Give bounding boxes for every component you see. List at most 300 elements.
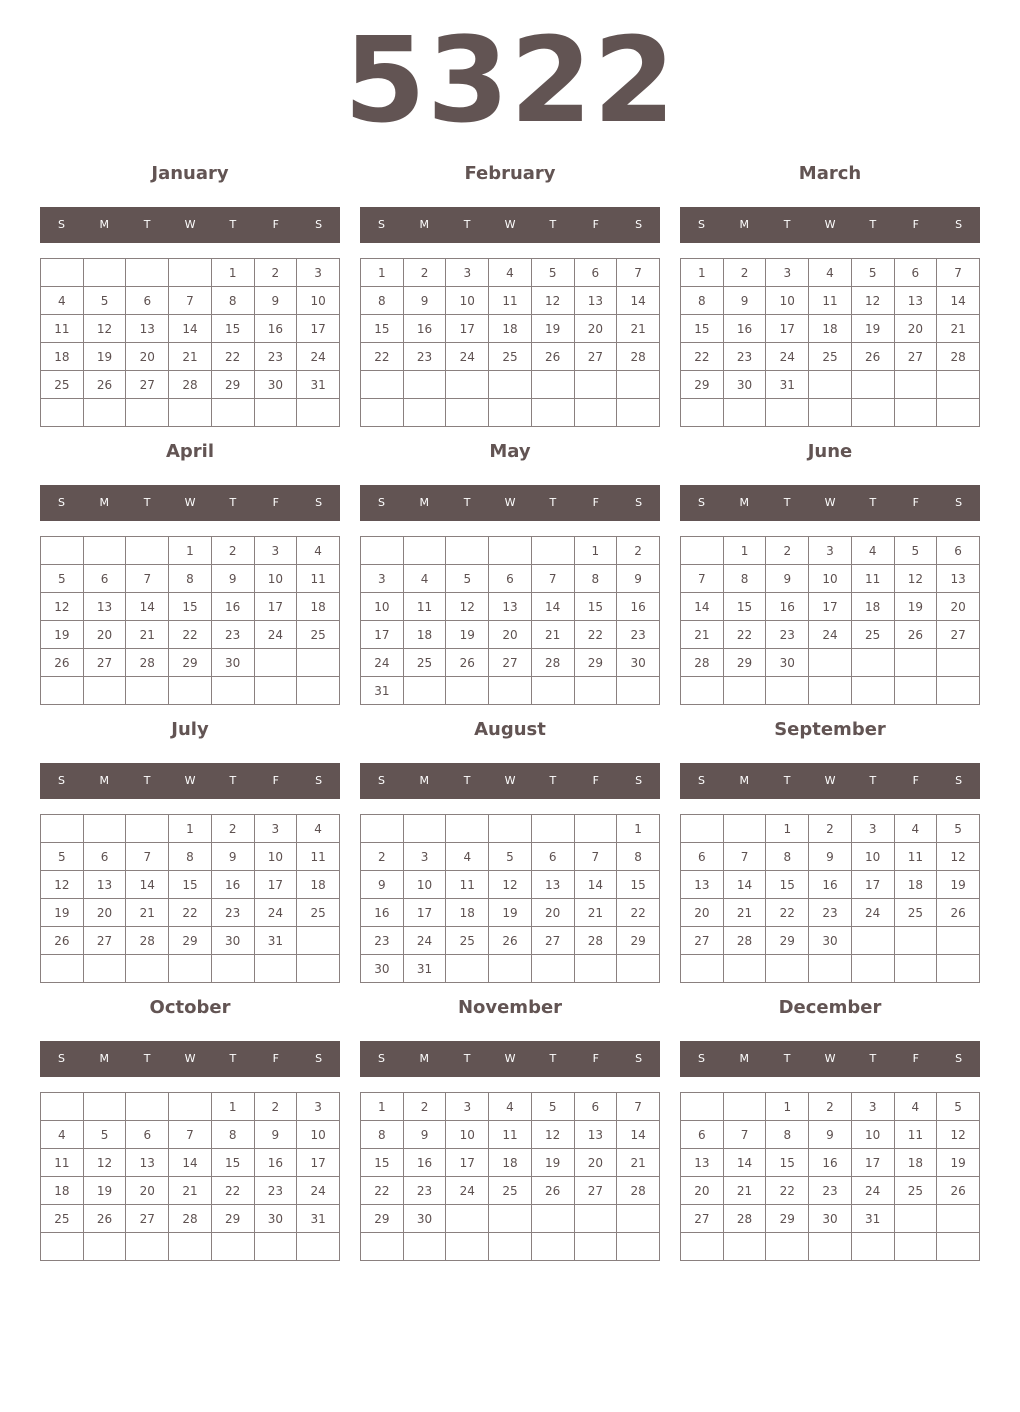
- day-cell: 25: [851, 621, 894, 649]
- day-cell: 11: [297, 565, 340, 593]
- day-cell: 28: [617, 1177, 660, 1205]
- month-name: October: [149, 997, 231, 1018]
- day-cell: 12: [83, 315, 126, 343]
- day-cell: 3: [446, 259, 489, 287]
- day-cell: 29: [681, 371, 724, 399]
- month-name: September: [774, 719, 886, 740]
- week-row: [41, 1093, 340, 1121]
- empty-cell: [126, 815, 169, 843]
- empty-cell: [531, 1205, 574, 1233]
- day-cell: 2: [403, 259, 446, 287]
- day-cell: 5: [83, 287, 126, 315]
- day-cell: 16: [809, 1149, 852, 1177]
- weekday-label: W: [184, 1052, 196, 1065]
- day-cell: 15: [681, 315, 724, 343]
- weekday-label: T: [869, 774, 877, 787]
- day-cell: 5: [41, 565, 84, 593]
- empty-cell: [83, 1233, 126, 1261]
- day-cell: 30: [766, 649, 809, 677]
- day-cell: 26: [894, 621, 937, 649]
- empty-cell: [894, 927, 937, 955]
- weekday-label: T: [143, 218, 151, 231]
- empty-cell: [531, 677, 574, 705]
- weekday-header: [40, 763, 340, 799]
- day-cell: 11: [446, 871, 489, 899]
- day-cell: 25: [894, 1177, 937, 1205]
- day-cell: 28: [681, 649, 724, 677]
- day-cell: 1: [681, 259, 724, 287]
- weekday-label: T: [549, 774, 557, 787]
- empty-cell: [41, 677, 84, 705]
- day-cell: 13: [574, 287, 617, 315]
- day-cell: 16: [254, 315, 297, 343]
- empty-cell: [403, 399, 446, 427]
- day-cell: 29: [361, 1205, 404, 1233]
- day-cell: 4: [894, 1093, 937, 1121]
- day-cell: 17: [446, 1149, 489, 1177]
- empty-cell: [254, 677, 297, 705]
- empty-cell: [126, 399, 169, 427]
- empty-cell: [254, 399, 297, 427]
- empty-cell: [937, 399, 980, 427]
- day-cell: 30: [403, 1205, 446, 1233]
- day-grid: [360, 536, 660, 705]
- empty-cell: [809, 955, 852, 983]
- week-row: [361, 1121, 660, 1149]
- weekday-label: F: [272, 774, 279, 787]
- week-row: [41, 621, 340, 649]
- day-cell: 7: [723, 1121, 766, 1149]
- weekday-header: [680, 1041, 980, 1077]
- day-cell: 13: [574, 1121, 617, 1149]
- day-cell: 3: [403, 843, 446, 871]
- week-row: [41, 1177, 340, 1205]
- empty-cell: [489, 399, 532, 427]
- empty-cell: [169, 677, 212, 705]
- day-cell: 27: [681, 1205, 724, 1233]
- weekday-label: S: [635, 218, 643, 231]
- empty-cell: [211, 1233, 254, 1261]
- day-cell: 13: [489, 593, 532, 621]
- day-cell: 30: [211, 649, 254, 677]
- day-cell: 18: [809, 315, 852, 343]
- empty-cell: [574, 399, 617, 427]
- week-row: [41, 259, 340, 287]
- day-cell: 23: [403, 1177, 446, 1205]
- empty-cell: [723, 399, 766, 427]
- day-cell: 23: [254, 1177, 297, 1205]
- week-row: [681, 259, 980, 287]
- day-cell: 27: [681, 927, 724, 955]
- day-cell: 11: [809, 287, 852, 315]
- empty-cell: [83, 955, 126, 983]
- weekday-label: W: [504, 496, 516, 509]
- day-cell: 21: [617, 315, 660, 343]
- empty-cell: [211, 399, 254, 427]
- day-cell: 1: [766, 815, 809, 843]
- day-cell: 15: [617, 871, 660, 899]
- day-cell: 9: [403, 287, 446, 315]
- day-cell: 24: [446, 1177, 489, 1205]
- day-cell: 2: [361, 843, 404, 871]
- day-cell: 21: [169, 343, 212, 371]
- weekday-label: T: [229, 218, 237, 231]
- weekday-label: M: [739, 774, 750, 787]
- day-cell: 29: [766, 927, 809, 955]
- weekday-label: S: [57, 218, 65, 231]
- day-cell: 16: [254, 1149, 297, 1177]
- empty-cell: [531, 537, 574, 565]
- day-cell: 19: [851, 315, 894, 343]
- empty-cell: [681, 399, 724, 427]
- day-cell: 17: [851, 1149, 894, 1177]
- empty-cell: [254, 955, 297, 983]
- empty-cell: [851, 955, 894, 983]
- day-cell: 15: [169, 593, 212, 621]
- day-cell: 23: [723, 343, 766, 371]
- day-cell: 8: [361, 287, 404, 315]
- week-row: [41, 1149, 340, 1177]
- empty-cell: [766, 399, 809, 427]
- week-row: [41, 343, 340, 371]
- empty-cell: [126, 1093, 169, 1121]
- empty-cell: [361, 371, 404, 399]
- day-cell: 19: [531, 1149, 574, 1177]
- day-cell: 17: [809, 593, 852, 621]
- week-row: [681, 621, 980, 649]
- day-cell: 10: [851, 843, 894, 871]
- day-cell: 20: [83, 621, 126, 649]
- day-cell: 21: [937, 315, 980, 343]
- empty-cell: [723, 955, 766, 983]
- day-cell: 20: [531, 899, 574, 927]
- week-row: [681, 399, 980, 427]
- day-cell: 31: [297, 1205, 340, 1233]
- weekday-label: T: [783, 496, 791, 509]
- day-cell: 27: [937, 621, 980, 649]
- day-cell: 12: [83, 1149, 126, 1177]
- day-cell: 14: [617, 287, 660, 315]
- day-cell: 23: [211, 621, 254, 649]
- empty-cell: [617, 399, 660, 427]
- day-cell: 7: [169, 1121, 212, 1149]
- day-cell: 25: [297, 621, 340, 649]
- weekday-label: S: [635, 774, 643, 787]
- day-cell: 4: [809, 259, 852, 287]
- day-cell: 2: [617, 537, 660, 565]
- weekday-label: S: [697, 218, 705, 231]
- day-cell: 14: [937, 287, 980, 315]
- empty-cell: [446, 399, 489, 427]
- week-row: [41, 871, 340, 899]
- empty-cell: [297, 649, 340, 677]
- day-cell: 8: [211, 1121, 254, 1149]
- day-cell: 8: [361, 1121, 404, 1149]
- day-cell: 5: [83, 1121, 126, 1149]
- weekday-label: T: [463, 1052, 471, 1065]
- week-row: [41, 899, 340, 927]
- weekday-label: T: [783, 1052, 791, 1065]
- empty-cell: [83, 259, 126, 287]
- day-cell: 28: [169, 371, 212, 399]
- weekday-label: T: [229, 774, 237, 787]
- weekday-header: [360, 485, 660, 521]
- day-cell: 7: [681, 565, 724, 593]
- day-cell: 20: [126, 343, 169, 371]
- day-cell: 31: [766, 371, 809, 399]
- week-row: [361, 621, 660, 649]
- day-cell: 9: [403, 1121, 446, 1149]
- empty-cell: [126, 1233, 169, 1261]
- week-row: [361, 955, 660, 983]
- day-cell: 7: [574, 843, 617, 871]
- week-row: [361, 1149, 660, 1177]
- empty-cell: [361, 537, 404, 565]
- day-cell: 14: [169, 315, 212, 343]
- day-cell: 3: [446, 1093, 489, 1121]
- day-cell: 4: [446, 843, 489, 871]
- day-cell: 8: [681, 287, 724, 315]
- empty-cell: [489, 537, 532, 565]
- empty-cell: [41, 537, 84, 565]
- week-row: [361, 1177, 660, 1205]
- day-cell: 22: [361, 1177, 404, 1205]
- day-cell: 20: [894, 315, 937, 343]
- empty-cell: [41, 259, 84, 287]
- weekday-header: [680, 207, 980, 243]
- weekday-label: W: [184, 496, 196, 509]
- day-cell: 15: [574, 593, 617, 621]
- day-cell: 24: [851, 899, 894, 927]
- weekday-label: M: [419, 774, 430, 787]
- day-cell: 5: [489, 843, 532, 871]
- day-cell: 21: [169, 1177, 212, 1205]
- weekday-label: T: [549, 218, 557, 231]
- day-cell: 4: [41, 287, 84, 315]
- day-cell: 24: [809, 621, 852, 649]
- empty-cell: [809, 1233, 852, 1261]
- day-cell: 16: [361, 899, 404, 927]
- day-cell: 8: [574, 565, 617, 593]
- day-cell: 9: [211, 843, 254, 871]
- empty-cell: [723, 1233, 766, 1261]
- empty-cell: [83, 1093, 126, 1121]
- weekday-label: S: [955, 218, 963, 231]
- day-cell: 28: [937, 343, 980, 371]
- empty-cell: [894, 677, 937, 705]
- week-row: [41, 1233, 340, 1261]
- day-cell: 18: [403, 621, 446, 649]
- day-cell: 24: [851, 1177, 894, 1205]
- empty-cell: [169, 259, 212, 287]
- day-cell: 9: [809, 843, 852, 871]
- day-cell: 12: [937, 1121, 980, 1149]
- day-cell: 3: [254, 815, 297, 843]
- day-cell: 24: [297, 1177, 340, 1205]
- week-row: [361, 593, 660, 621]
- week-row: [361, 871, 660, 899]
- week-row: [41, 537, 340, 565]
- day-cell: 16: [766, 593, 809, 621]
- day-cell: 18: [894, 871, 937, 899]
- week-row: [361, 649, 660, 677]
- empty-cell: [681, 1093, 724, 1121]
- weekday-label: M: [419, 218, 430, 231]
- empty-cell: [617, 371, 660, 399]
- day-cell: 26: [446, 649, 489, 677]
- day-cell: 22: [723, 621, 766, 649]
- week-row: [361, 1233, 660, 1261]
- empty-cell: [574, 1205, 617, 1233]
- empty-cell: [297, 1233, 340, 1261]
- day-cell: 20: [489, 621, 532, 649]
- empty-cell: [937, 927, 980, 955]
- month-name: December: [778, 997, 882, 1018]
- weekday-label: F: [592, 218, 599, 231]
- day-cell: 27: [489, 649, 532, 677]
- day-cell: 15: [361, 315, 404, 343]
- weekday-header: [40, 1041, 340, 1077]
- week-row: [361, 815, 660, 843]
- day-cell: 28: [126, 927, 169, 955]
- empty-cell: [489, 1205, 532, 1233]
- weekday-label: S: [377, 774, 385, 787]
- day-cell: 27: [574, 1177, 617, 1205]
- day-cell: 22: [211, 1177, 254, 1205]
- day-cell: 6: [126, 287, 169, 315]
- empty-cell: [489, 955, 532, 983]
- week-row: [681, 649, 980, 677]
- day-cell: 2: [211, 815, 254, 843]
- weekday-label: S: [377, 1052, 385, 1065]
- day-cell: 24: [361, 649, 404, 677]
- day-cell: 27: [83, 927, 126, 955]
- weekday-label: S: [57, 1052, 65, 1065]
- day-cell: 19: [41, 899, 84, 927]
- month-name: January: [151, 163, 229, 184]
- day-cell: 10: [254, 565, 297, 593]
- day-cell: 24: [446, 343, 489, 371]
- day-cell: 25: [41, 1205, 84, 1233]
- empty-cell: [126, 537, 169, 565]
- day-cell: 22: [766, 1177, 809, 1205]
- empty-cell: [681, 537, 724, 565]
- empty-cell: [83, 815, 126, 843]
- day-cell: 13: [83, 871, 126, 899]
- day-cell: 18: [851, 593, 894, 621]
- week-row: [361, 677, 660, 705]
- day-cell: 1: [211, 259, 254, 287]
- day-cell: 16: [617, 593, 660, 621]
- week-row: [681, 537, 980, 565]
- empty-cell: [574, 677, 617, 705]
- day-cell: 28: [723, 1205, 766, 1233]
- week-row: [681, 343, 980, 371]
- day-cell: 21: [574, 899, 617, 927]
- day-cell: 14: [574, 871, 617, 899]
- empty-cell: [361, 1233, 404, 1261]
- day-cell: 26: [41, 649, 84, 677]
- day-cell: 28: [169, 1205, 212, 1233]
- weekday-label: M: [739, 496, 750, 509]
- day-cell: 6: [574, 1093, 617, 1121]
- day-cell: 5: [937, 1093, 980, 1121]
- week-row: [41, 371, 340, 399]
- day-cell: 31: [851, 1205, 894, 1233]
- day-cell: 2: [403, 1093, 446, 1121]
- day-cell: 1: [361, 1093, 404, 1121]
- empty-cell: [403, 371, 446, 399]
- day-cell: 27: [83, 649, 126, 677]
- weekday-label: S: [955, 774, 963, 787]
- empty-cell: [937, 955, 980, 983]
- day-cell: 4: [489, 259, 532, 287]
- weekday-label: S: [377, 218, 385, 231]
- day-cell: 30: [211, 927, 254, 955]
- day-cell: 2: [254, 1093, 297, 1121]
- weekday-label: T: [549, 496, 557, 509]
- empty-cell: [766, 955, 809, 983]
- day-cell: 31: [403, 955, 446, 983]
- day-cell: 28: [617, 343, 660, 371]
- day-cell: 31: [361, 677, 404, 705]
- weekday-header: [40, 485, 340, 521]
- day-cell: 2: [723, 259, 766, 287]
- day-cell: 14: [681, 593, 724, 621]
- weekday-header: [360, 763, 660, 799]
- week-row: [41, 843, 340, 871]
- empty-cell: [83, 677, 126, 705]
- empty-cell: [83, 537, 126, 565]
- day-cell: 29: [169, 927, 212, 955]
- weekday-label: T: [869, 496, 877, 509]
- empty-cell: [489, 677, 532, 705]
- empty-cell: [574, 815, 617, 843]
- day-cell: 11: [41, 315, 84, 343]
- day-cell: 13: [83, 593, 126, 621]
- weekday-label: M: [99, 774, 110, 787]
- weekday-label: F: [912, 218, 919, 231]
- month-name: March: [798, 163, 862, 184]
- day-cell: 17: [297, 315, 340, 343]
- empty-cell: [403, 815, 446, 843]
- day-cell: 23: [403, 343, 446, 371]
- empty-cell: [851, 649, 894, 677]
- day-cell: 27: [126, 371, 169, 399]
- day-cell: 30: [809, 1205, 852, 1233]
- day-cell: 5: [937, 815, 980, 843]
- week-row: [41, 927, 340, 955]
- week-row: [41, 815, 340, 843]
- month-name: June: [807, 441, 853, 462]
- day-cell: 6: [681, 843, 724, 871]
- day-cell: 6: [83, 565, 126, 593]
- day-cell: 23: [211, 899, 254, 927]
- day-cell: 16: [723, 315, 766, 343]
- weekday-label: F: [272, 1052, 279, 1065]
- weekday-header: [680, 763, 980, 799]
- day-cell: 9: [617, 565, 660, 593]
- day-cell: 8: [723, 565, 766, 593]
- week-row: [41, 1121, 340, 1149]
- day-cell: 5: [41, 843, 84, 871]
- day-cell: 7: [126, 565, 169, 593]
- empty-cell: [211, 955, 254, 983]
- weekday-label: S: [955, 496, 963, 509]
- day-cell: 11: [489, 1121, 532, 1149]
- day-cell: 3: [851, 1093, 894, 1121]
- month-name: April: [165, 441, 215, 462]
